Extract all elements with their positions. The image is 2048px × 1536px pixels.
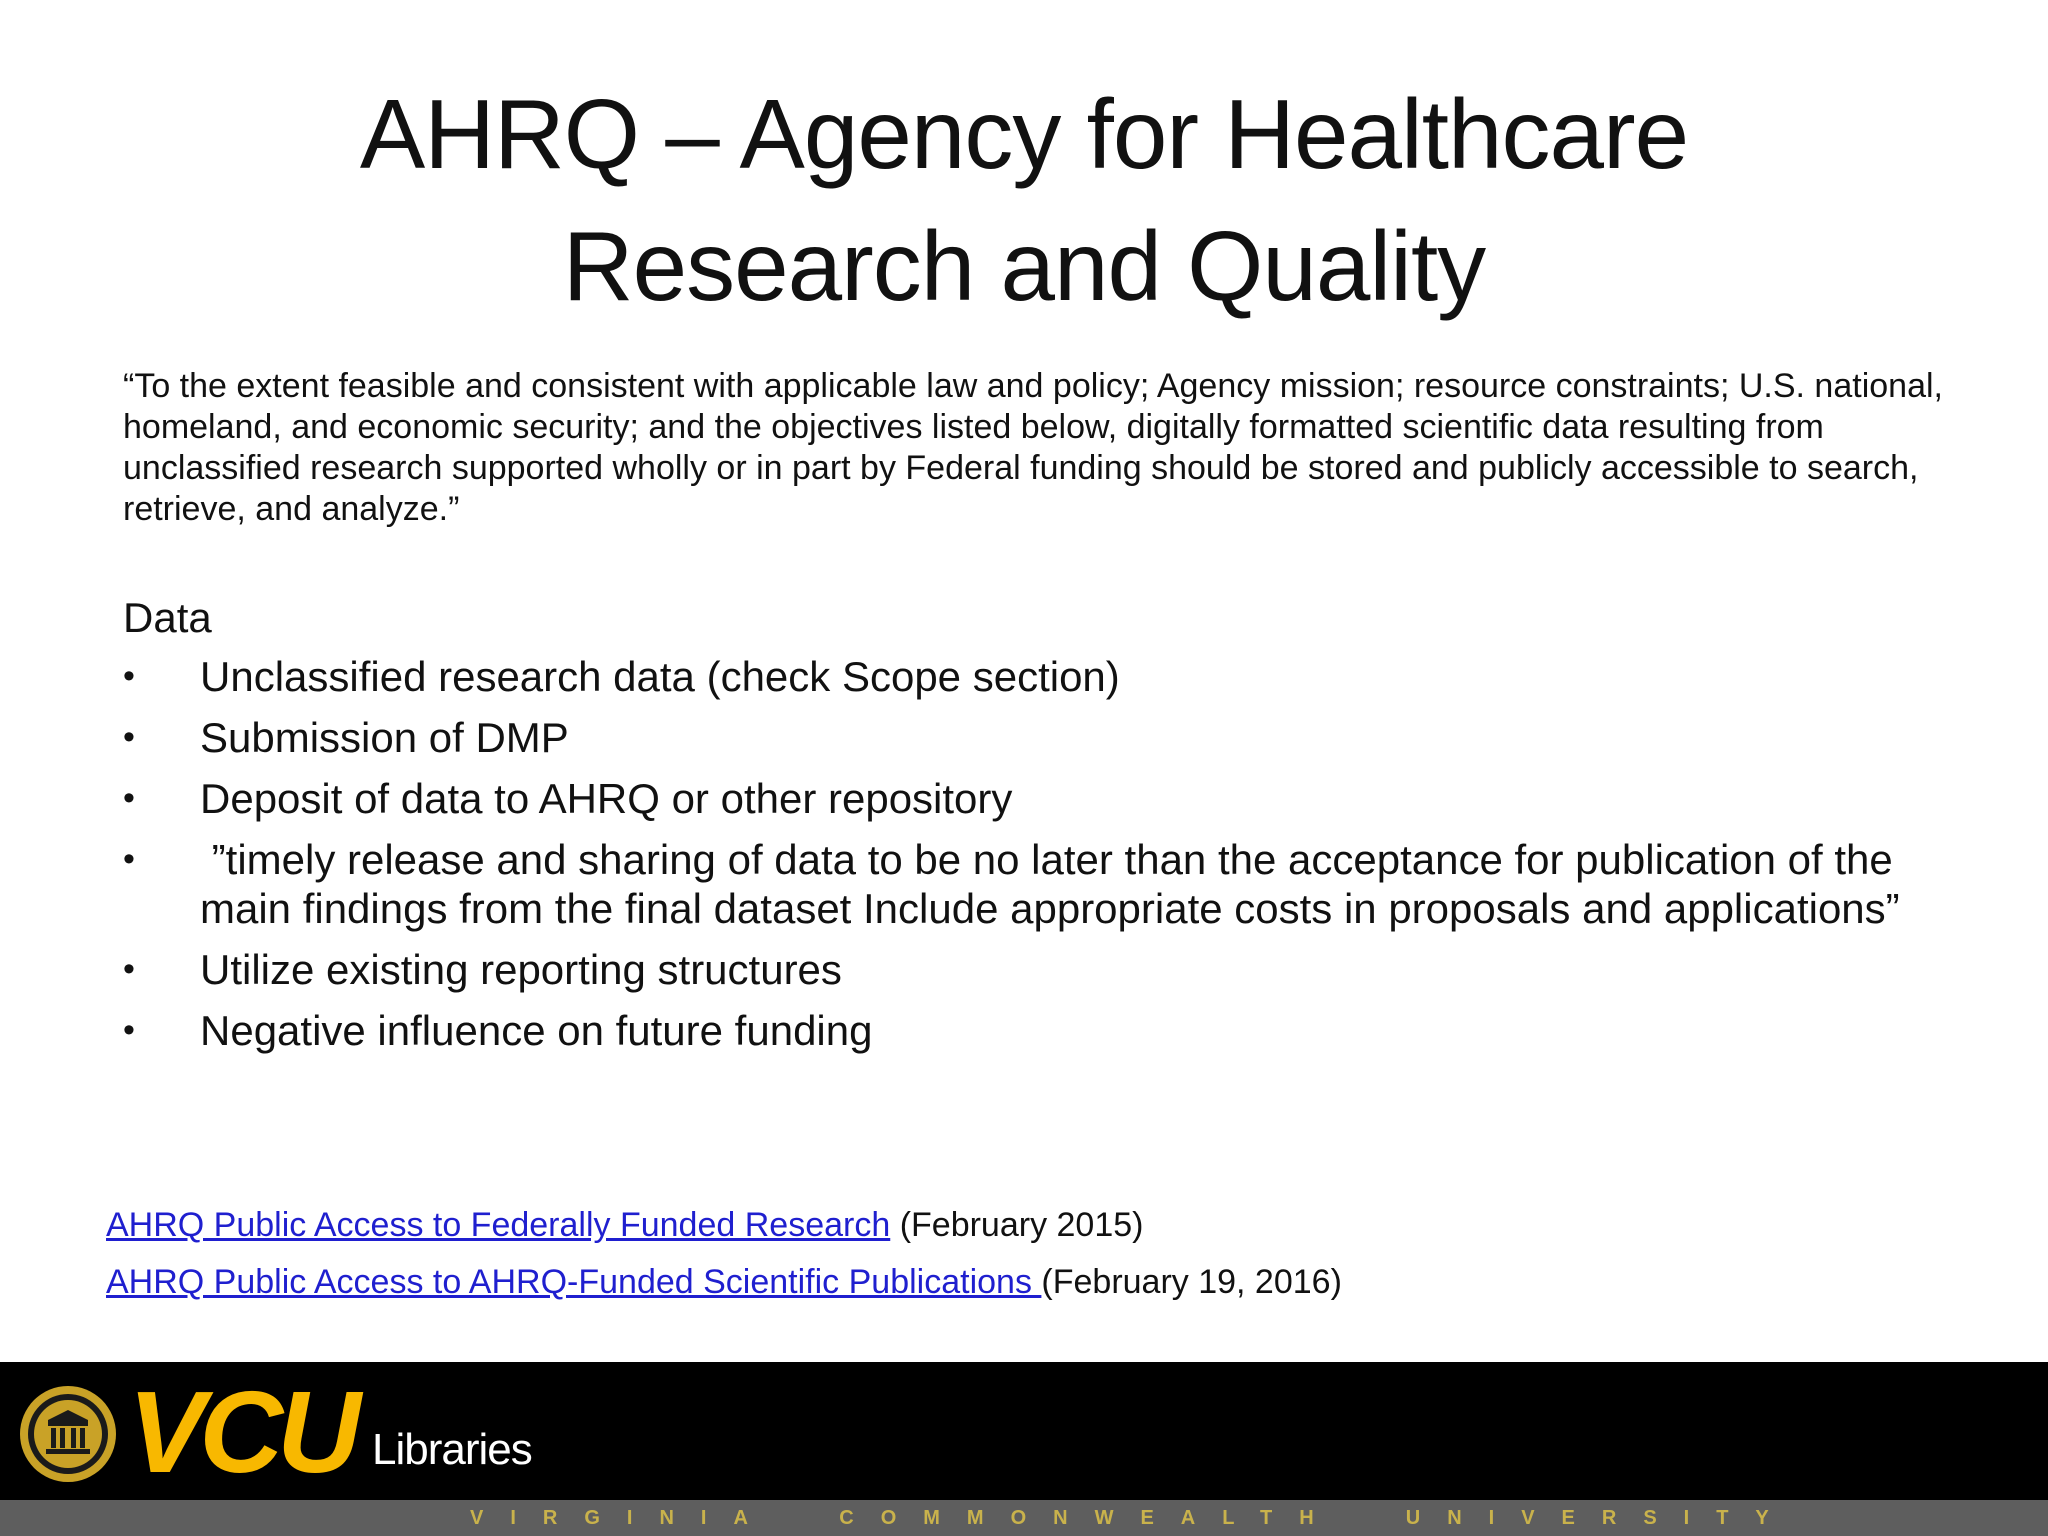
bullet-icon: • xyxy=(123,779,135,817)
list-item xyxy=(123,1006,1943,1055)
list-item xyxy=(123,774,1943,823)
reference-line xyxy=(106,1261,1906,1303)
list-item-text: Submission of DMP xyxy=(200,714,569,761)
reference-date: (February 19, 2016) xyxy=(1041,1263,1342,1301)
reference-link-federally-funded-research[interactable]: AHRQ Public Access to Federally Funded Research xyxy=(106,1206,891,1244)
page-title-line-2: Research and Quality xyxy=(562,211,1486,321)
list-item-text: Utilize existing reporting structures xyxy=(200,946,842,993)
footer-stripe xyxy=(0,1500,2048,1536)
reference-link-scientific-publications[interactable]: AHRQ Public Access to AHRQ-Funded Scientific Publications xyxy=(106,1263,1042,1301)
libraries-wordmark: Libraries xyxy=(372,1425,532,1474)
list-item-text: Unclassified research data (check Scope section) xyxy=(200,653,1120,700)
list-item xyxy=(123,652,1943,701)
bullet-icon: • xyxy=(123,718,135,756)
bullet-icon: • xyxy=(123,950,135,988)
data-section xyxy=(123,590,1943,1067)
reference-date: (February 2015) xyxy=(890,1206,1144,1244)
list-item xyxy=(123,835,1943,933)
bullet-icon: • xyxy=(123,840,135,878)
reference-line xyxy=(106,1204,1906,1246)
bullet-icon: • xyxy=(123,1011,135,1049)
page-title xyxy=(0,68,2048,332)
data-bullet-list xyxy=(123,652,1943,1055)
list-item-text: Negative influence on future funding xyxy=(200,1007,873,1054)
list-item xyxy=(123,713,1943,762)
policy-quote: “To the extent feasible and consistent with applicable law and policy; Agency mission; resource constraints; U.S. national, homeland, and economic security; and the objectives listed below, digitally formatted scientific data resulting from unclassified research supported wholly or in part by Federal funding should be stored and publicly accessible to search, retrieve, and analyze.” xyxy=(123,367,1943,528)
list-item xyxy=(123,945,1943,994)
references xyxy=(106,1204,1906,1318)
university-tagline: VIRGINIA COMMONWEALTH UNIVERSITY xyxy=(470,1506,1796,1529)
list-item-text: Deposit of data to AHRQ or other repository xyxy=(200,775,1013,822)
data-heading: Data xyxy=(123,594,212,641)
page-title-line-1: AHRQ – Agency for Healthcare xyxy=(359,79,1689,189)
bullet-icon: • xyxy=(123,657,135,695)
footer-bar xyxy=(0,1362,2048,1536)
university-seal-icon xyxy=(18,1384,118,1484)
list-item-text: ”timely release and sharing of data to be no later than the acceptance for publication of the main findings from the final dataset Include appropriate costs in proposals and applications” xyxy=(200,836,1905,932)
vcu-logo: VCU xyxy=(128,1367,355,1497)
